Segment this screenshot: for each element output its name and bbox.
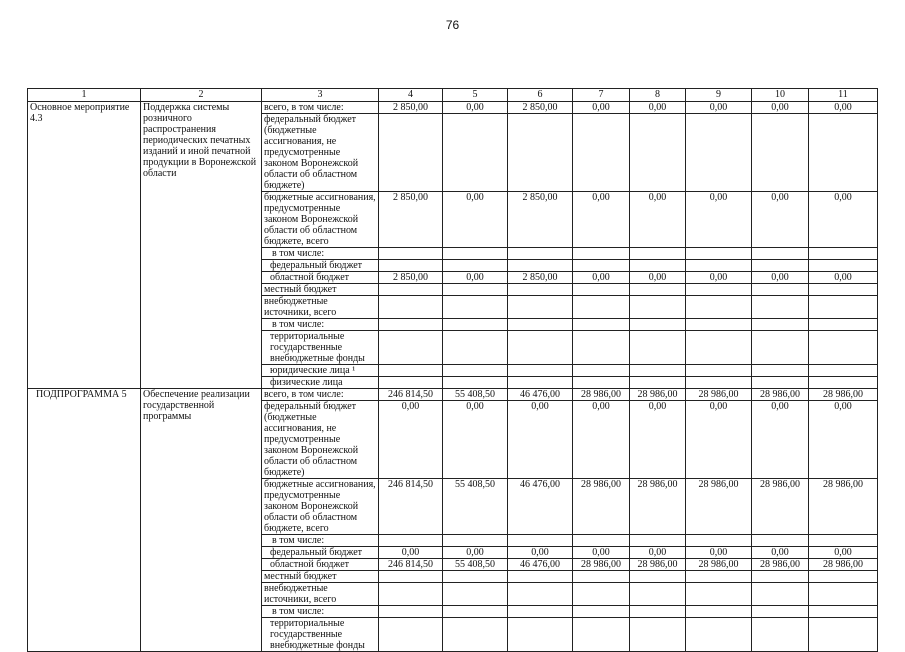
value-cell xyxy=(809,296,878,319)
value-cell xyxy=(752,377,809,389)
header-cell: 4 xyxy=(379,89,443,102)
header-cell: 8 xyxy=(630,89,686,102)
value-cell xyxy=(752,583,809,606)
table-row xyxy=(28,102,878,114)
value-cell xyxy=(686,571,752,583)
value-cell: 28 986,00 xyxy=(809,479,878,535)
value-cell: 246 814,50 xyxy=(379,559,443,571)
value-cell xyxy=(379,114,443,192)
value-cell: 28 986,00 xyxy=(686,389,752,401)
value-cell xyxy=(573,296,630,319)
value-cell xyxy=(379,606,443,618)
funding-source-label: юридические лица ¹ xyxy=(262,365,379,377)
table-row xyxy=(28,389,878,401)
value-cell xyxy=(809,319,878,331)
value-cell xyxy=(508,114,573,192)
funding-source-label: в том числе: xyxy=(262,535,379,547)
header-cell: 2 xyxy=(141,89,262,102)
value-cell: 0,00 xyxy=(443,547,508,559)
value-cell xyxy=(573,260,630,272)
value-cell xyxy=(573,606,630,618)
value-cell xyxy=(686,260,752,272)
value-cell: 0,00 xyxy=(752,272,809,284)
value-cell: 0,00 xyxy=(379,401,443,479)
value-cell xyxy=(752,284,809,296)
value-cell xyxy=(573,571,630,583)
value-cell: 0,00 xyxy=(443,272,508,284)
value-cell: 46 476,00 xyxy=(508,559,573,571)
value-cell: 0,00 xyxy=(752,401,809,479)
value-cell xyxy=(379,260,443,272)
value-cell xyxy=(379,618,443,652)
value-cell xyxy=(686,319,752,331)
value-cell xyxy=(686,606,752,618)
value-cell: 2 850,00 xyxy=(508,102,573,114)
value-cell xyxy=(573,618,630,652)
value-cell xyxy=(443,284,508,296)
block-title: Основное мероприятие 4.3 xyxy=(28,102,141,389)
value-cell: 0,00 xyxy=(573,547,630,559)
value-cell: 28 986,00 xyxy=(630,559,686,571)
value-cell xyxy=(508,284,573,296)
value-cell xyxy=(809,114,878,192)
value-cell: 0,00 xyxy=(752,547,809,559)
value-cell: 28 986,00 xyxy=(573,389,630,401)
value-cell: 0,00 xyxy=(686,102,752,114)
value-cell xyxy=(630,377,686,389)
value-cell xyxy=(379,583,443,606)
value-cell: 28 986,00 xyxy=(686,559,752,571)
value-cell: 0,00 xyxy=(573,272,630,284)
value-cell xyxy=(573,319,630,331)
value-cell: 28 986,00 xyxy=(686,479,752,535)
value-cell xyxy=(508,377,573,389)
value-cell: 0,00 xyxy=(573,401,630,479)
value-cell xyxy=(508,571,573,583)
funding-source-label: внебюджетные источники, всего xyxy=(262,583,379,606)
value-cell xyxy=(686,284,752,296)
value-cell xyxy=(630,331,686,365)
value-cell: 2 850,00 xyxy=(379,272,443,284)
funding-source-label: федеральный бюджет (бюджетные ассигнования, не предусмотренные законом Воронежской области об областном бюджете) xyxy=(262,114,379,192)
value-cell xyxy=(809,583,878,606)
value-cell: 0,00 xyxy=(752,102,809,114)
value-cell xyxy=(630,571,686,583)
value-cell xyxy=(379,248,443,260)
value-cell xyxy=(443,331,508,365)
value-cell xyxy=(809,618,878,652)
value-cell xyxy=(379,365,443,377)
value-cell xyxy=(508,583,573,606)
value-cell xyxy=(809,535,878,547)
value-cell xyxy=(379,296,443,319)
value-cell xyxy=(752,296,809,319)
funding-source-label: в том числе: xyxy=(262,606,379,618)
value-cell: 0,00 xyxy=(752,192,809,248)
value-cell xyxy=(630,606,686,618)
header-row xyxy=(28,89,878,102)
value-cell xyxy=(573,535,630,547)
header-cell: 5 xyxy=(443,89,508,102)
value-cell: 28 986,00 xyxy=(752,389,809,401)
value-cell xyxy=(752,331,809,365)
header-cell: 9 xyxy=(686,89,752,102)
value-cell xyxy=(443,114,508,192)
value-cell xyxy=(752,248,809,260)
value-cell xyxy=(508,365,573,377)
value-cell: 55 408,50 xyxy=(443,559,508,571)
funding-source-label: всего, в том числе: xyxy=(262,102,379,114)
value-cell xyxy=(573,114,630,192)
value-cell xyxy=(809,377,878,389)
funding-source-label: территориальные государственные внебюджетные фонды xyxy=(262,618,379,652)
value-cell xyxy=(686,248,752,260)
value-cell: 28 986,00 xyxy=(752,479,809,535)
value-cell xyxy=(630,618,686,652)
value-cell: 0,00 xyxy=(630,272,686,284)
value-cell: 2 850,00 xyxy=(379,102,443,114)
value-cell xyxy=(809,606,878,618)
value-cell xyxy=(752,260,809,272)
value-cell xyxy=(443,260,508,272)
funding-source-label: в том числе: xyxy=(262,248,379,260)
value-cell xyxy=(630,284,686,296)
value-cell: 0,00 xyxy=(630,547,686,559)
value-cell xyxy=(443,606,508,618)
funding-source-label: федеральный бюджет (бюджетные ассигнования, не предусмотренные законом Воронежской области об областном бюджете) xyxy=(262,401,379,479)
value-cell xyxy=(686,114,752,192)
header-cell: 10 xyxy=(752,89,809,102)
value-cell xyxy=(686,377,752,389)
value-cell xyxy=(443,571,508,583)
value-cell xyxy=(752,319,809,331)
value-cell: 0,00 xyxy=(686,272,752,284)
value-cell xyxy=(809,365,878,377)
budget-table-body xyxy=(28,89,878,652)
value-cell xyxy=(809,331,878,365)
value-cell xyxy=(379,571,443,583)
value-cell xyxy=(508,260,573,272)
value-cell xyxy=(508,331,573,365)
value-cell: 246 814,50 xyxy=(379,479,443,535)
value-cell: 0,00 xyxy=(443,192,508,248)
value-cell: 28 986,00 xyxy=(809,559,878,571)
value-cell xyxy=(752,535,809,547)
value-cell xyxy=(443,248,508,260)
value-cell: 0,00 xyxy=(809,401,878,479)
value-cell xyxy=(443,583,508,606)
value-cell xyxy=(443,377,508,389)
value-cell: 0,00 xyxy=(443,401,508,479)
value-cell xyxy=(686,535,752,547)
value-cell: 0,00 xyxy=(809,102,878,114)
value-cell xyxy=(379,535,443,547)
funding-source-label: территориальные государственные внебюджетные фонды xyxy=(262,331,379,365)
value-cell: 55 408,50 xyxy=(443,479,508,535)
funding-source-label: всего, в том числе: xyxy=(262,389,379,401)
value-cell: 0,00 xyxy=(686,547,752,559)
value-cell xyxy=(508,296,573,319)
funding-source-label: областной бюджет xyxy=(262,272,379,284)
value-cell xyxy=(630,248,686,260)
value-cell: 2 850,00 xyxy=(508,192,573,248)
value-cell xyxy=(630,319,686,331)
funding-source-label: бюджетные ассигнования, предусмотренные законом Воронежской области об областном бюджете, всего xyxy=(262,479,379,535)
block-title: ПОДПРОГРАММА 5 xyxy=(28,389,141,652)
header-cell: 7 xyxy=(573,89,630,102)
header-cell: 11 xyxy=(809,89,878,102)
value-cell xyxy=(809,571,878,583)
value-cell xyxy=(508,618,573,652)
value-cell xyxy=(752,606,809,618)
value-cell xyxy=(752,114,809,192)
value-cell xyxy=(573,377,630,389)
value-cell xyxy=(443,296,508,319)
value-cell xyxy=(630,296,686,319)
funding-source-label: федеральный бюджет xyxy=(262,260,379,272)
value-cell xyxy=(686,365,752,377)
value-cell xyxy=(379,331,443,365)
value-cell: 28 986,00 xyxy=(573,479,630,535)
value-cell: 0,00 xyxy=(443,102,508,114)
budget-table xyxy=(27,88,878,652)
value-cell xyxy=(573,365,630,377)
funding-source-label: местный бюджет xyxy=(262,571,379,583)
value-cell xyxy=(379,319,443,331)
value-cell xyxy=(508,535,573,547)
value-cell: 46 476,00 xyxy=(508,389,573,401)
value-cell: 0,00 xyxy=(508,401,573,479)
value-cell: 0,00 xyxy=(630,401,686,479)
value-cell xyxy=(630,260,686,272)
value-cell xyxy=(809,248,878,260)
value-cell: 0,00 xyxy=(573,192,630,248)
header-cell: 1 xyxy=(28,89,141,102)
value-cell xyxy=(573,284,630,296)
page-number: 76 xyxy=(445,18,460,32)
value-cell xyxy=(630,535,686,547)
value-cell xyxy=(379,377,443,389)
value-cell xyxy=(630,583,686,606)
value-cell: 46 476,00 xyxy=(508,479,573,535)
block-description: Поддержка системы розничного распространения периодических печатных изданий и иной печатной продукции в Воронежской области xyxy=(141,102,262,389)
funding-source-label: физические лица xyxy=(262,377,379,389)
value-cell xyxy=(809,284,878,296)
value-cell xyxy=(686,618,752,652)
value-cell xyxy=(573,583,630,606)
block-description: Обеспечение реализации государственной программы xyxy=(141,389,262,652)
value-cell: 246 814,50 xyxy=(379,389,443,401)
value-cell: 28 986,00 xyxy=(809,389,878,401)
value-cell xyxy=(630,114,686,192)
value-cell: 55 408,50 xyxy=(443,389,508,401)
value-cell xyxy=(508,248,573,260)
value-cell: 0,00 xyxy=(630,192,686,248)
value-cell: 0,00 xyxy=(686,401,752,479)
value-cell: 28 986,00 xyxy=(752,559,809,571)
value-cell: 0,00 xyxy=(508,547,573,559)
value-cell xyxy=(686,296,752,319)
funding-source-label: бюджетные ассигнования, предусмотренные законом Воронежской области об областном бюджете, всего xyxy=(262,192,379,248)
value-cell: 28 986,00 xyxy=(573,559,630,571)
funding-source-label: федеральный бюджет xyxy=(262,547,379,559)
value-cell: 2 850,00 xyxy=(508,272,573,284)
value-cell xyxy=(443,365,508,377)
value-cell xyxy=(686,583,752,606)
value-cell: 28 986,00 xyxy=(630,479,686,535)
value-cell: 0,00 xyxy=(686,192,752,248)
value-cell xyxy=(752,571,809,583)
value-cell: 0,00 xyxy=(573,102,630,114)
value-cell xyxy=(573,331,630,365)
value-cell xyxy=(443,618,508,652)
funding-source-label: местный бюджет xyxy=(262,284,379,296)
value-cell: 0,00 xyxy=(809,272,878,284)
value-cell xyxy=(508,606,573,618)
value-cell: 0,00 xyxy=(809,547,878,559)
value-cell xyxy=(630,365,686,377)
header-cell: 3 xyxy=(262,89,379,102)
value-cell: 2 850,00 xyxy=(379,192,443,248)
value-cell xyxy=(379,284,443,296)
value-cell xyxy=(443,535,508,547)
value-cell: 0,00 xyxy=(809,192,878,248)
value-cell: 0,00 xyxy=(630,102,686,114)
value-cell: 28 986,00 xyxy=(630,389,686,401)
value-cell xyxy=(443,319,508,331)
funding-source-label: областной бюджет xyxy=(262,559,379,571)
value-cell xyxy=(573,248,630,260)
value-cell xyxy=(686,331,752,365)
value-cell xyxy=(752,365,809,377)
funding-source-label: внебюджетные источники, всего xyxy=(262,296,379,319)
header-cell: 6 xyxy=(508,89,573,102)
value-cell xyxy=(752,618,809,652)
value-cell xyxy=(809,260,878,272)
funding-source-label: в том числе: xyxy=(262,319,379,331)
value-cell xyxy=(508,319,573,331)
value-cell: 0,00 xyxy=(379,547,443,559)
